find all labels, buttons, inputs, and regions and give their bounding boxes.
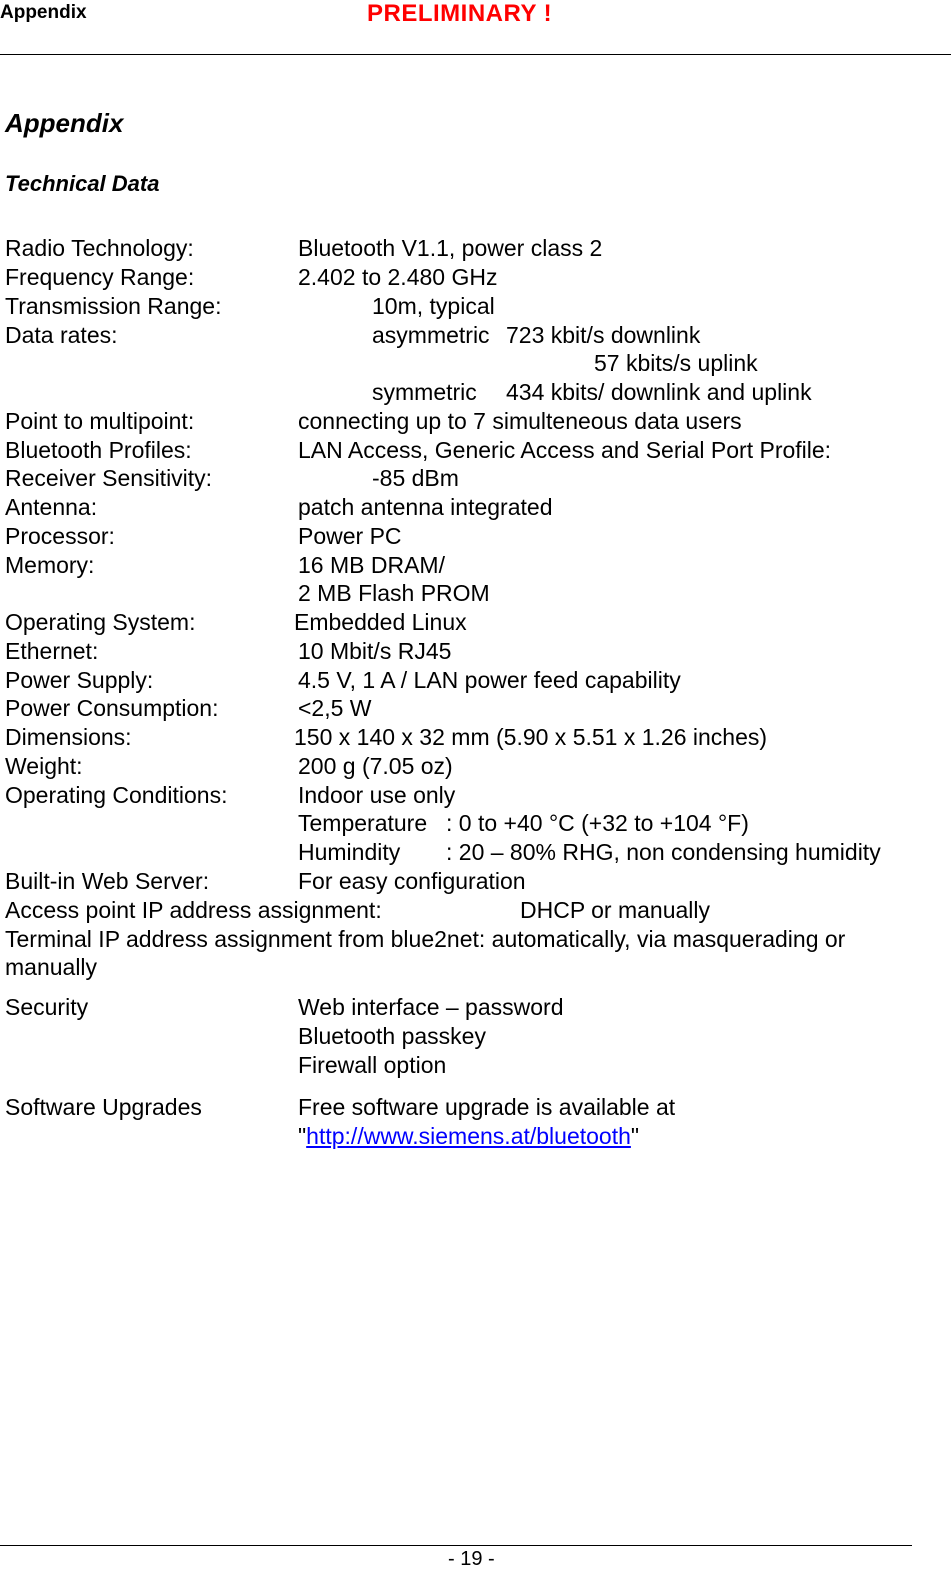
spec-label-antenna: Antenna: bbox=[5, 494, 98, 520]
spec-label-web-server: Built-in Web Server: bbox=[5, 868, 210, 894]
spec-label-dimensions: Dimensions: bbox=[5, 724, 132, 750]
spec-label-os: Operating System: bbox=[5, 609, 196, 635]
spec-value-os: Embedded Linux bbox=[294, 609, 467, 635]
spec-value-software-upgrades: Free software upgrade is available at bbox=[298, 1094, 676, 1120]
spec-value-symmetric-rate: 434 kbits/ downlink and uplink bbox=[506, 379, 812, 405]
spec-value-profiles: LAN Access, Generic Access and Serial Port Profile: bbox=[298, 437, 832, 463]
page-title: Appendix bbox=[5, 108, 124, 138]
footer-divider bbox=[0, 1545, 912, 1546]
spec-value-frequency: 2.402 to 2.480 GHz bbox=[298, 264, 498, 290]
spec-value-memory-dram: 16 MB DRAM/ bbox=[298, 552, 445, 578]
spec-label-ap-ip: Access point IP address assignment: bbox=[5, 897, 382, 923]
spec-label-memory: Memory: bbox=[5, 552, 95, 578]
spec-label-profiles: Bluetooth Profiles: bbox=[5, 437, 192, 463]
spec-value-transmission: 10m, typical bbox=[372, 293, 495, 319]
spec-value-processor: Power PC bbox=[298, 523, 402, 549]
spec-terminal-ip-line1: Terminal IP address assignment from blue2net: automatically, via masquerading or bbox=[5, 926, 846, 952]
spec-value-uplink: 57 kbits/s uplink bbox=[594, 350, 758, 376]
spec-value-security-password: Web interface – password bbox=[298, 994, 564, 1020]
spec-value-operating-conditions: Indoor use only bbox=[298, 782, 456, 808]
spec-value-power-consumption: <2,5 W bbox=[298, 695, 372, 721]
spec-value-security-firewall: Firewall option bbox=[298, 1052, 447, 1078]
page-number: - 19 - bbox=[448, 1548, 495, 1570]
quote-open: " bbox=[298, 1123, 307, 1149]
spec-label-ethernet: Ethernet: bbox=[5, 638, 99, 664]
spec-value-ap-ip: DHCP or manually bbox=[520, 897, 711, 923]
bluetooth-download-link[interactable]: http://www.siemens.at/bluetooth bbox=[306, 1123, 631, 1149]
spec-value-weight: 200 g (7.05 oz) bbox=[298, 753, 453, 779]
upgrade-url-line bbox=[298, 1122, 639, 1150]
spec-label-security: Security bbox=[5, 994, 89, 1020]
spec-label-humidity: Humindity bbox=[298, 839, 401, 865]
spec-label-power-consumption: Power Consumption: bbox=[5, 695, 219, 721]
spec-label-operating-conditions: Operating Conditions: bbox=[5, 782, 228, 808]
spec-label-temperature: Temperature bbox=[298, 810, 428, 836]
spec-label-processor: Processor: bbox=[5, 523, 115, 549]
spec-label-sensitivity: Receiver Sensitivity: bbox=[5, 465, 213, 491]
spec-value-radio: Bluetooth V1.1, power class 2 bbox=[298, 235, 603, 261]
quote-close: " bbox=[630, 1123, 640, 1149]
spec-value-dimensions: 150 x 140 x 32 mm (5.90 x 5.51 x 1.26 inches) bbox=[294, 724, 768, 750]
spec-value-security-passkey: Bluetooth passkey bbox=[298, 1023, 486, 1049]
spec-value-downlink: 723 kbit/s downlink bbox=[506, 322, 701, 348]
header-divider bbox=[0, 54, 951, 55]
spec-value-power-supply: 4.5 V, 1 A / LAN power feed capability bbox=[298, 667, 681, 693]
spec-terminal-ip-line2: manually bbox=[5, 954, 98, 980]
section-subtitle: Technical Data bbox=[5, 171, 160, 196]
preliminary-notice: PRELIMINARY ! bbox=[367, 0, 553, 27]
spec-label-weight: Weight: bbox=[5, 753, 83, 779]
spec-value-antenna: patch antenna integrated bbox=[298, 494, 553, 520]
spec-label-data-rates: Data rates: bbox=[5, 322, 118, 348]
header-section-label: Appendix bbox=[0, 2, 87, 23]
spec-value-temperature: : 0 to +40 °C (+32 to +104 °F) bbox=[446, 810, 749, 836]
spec-value-humidity: : 20 – 80% RHG, non condensing humidity bbox=[446, 839, 881, 865]
spec-label-power-supply: Power Supply: bbox=[5, 667, 154, 693]
spec-label-software-upgrades: Software Upgrades bbox=[5, 1094, 202, 1120]
spec-value-web-server: For easy configuration bbox=[298, 868, 526, 894]
spec-value-sensitivity: -85 dBm bbox=[372, 465, 459, 491]
spec-value-memory-flash: 2 MB Flash PROM bbox=[298, 580, 490, 606]
spec-label-multipoint: Point to multipoint: bbox=[5, 408, 195, 434]
spec-value-asymmetric: asymmetric bbox=[372, 322, 490, 348]
spec-label-frequency: Frequency Range: bbox=[5, 264, 195, 290]
spec-value-ethernet: 10 Mbit/s RJ45 bbox=[298, 638, 452, 664]
spec-value-symmetric: symmetric bbox=[372, 379, 477, 405]
spec-value-multipoint: connecting up to 7 simulteneous data users bbox=[298, 408, 742, 434]
spec-label-radio: Radio Technology: bbox=[5, 235, 194, 261]
spec-label-transmission: Transmission Range: bbox=[5, 293, 222, 319]
